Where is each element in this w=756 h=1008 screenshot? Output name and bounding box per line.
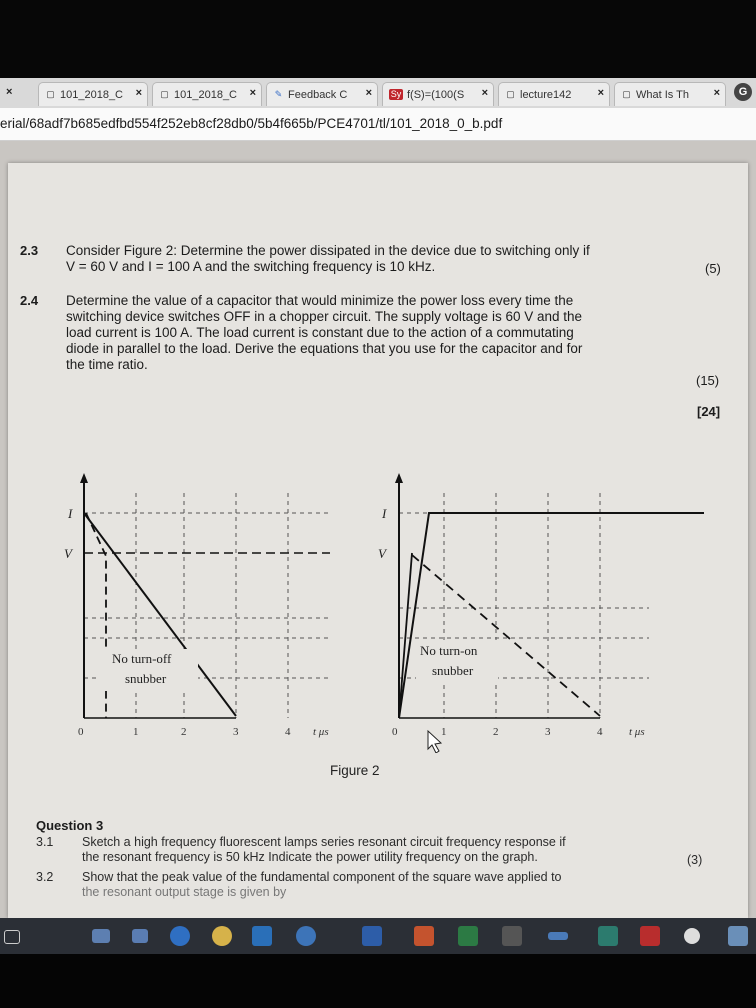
close-tab-icon[interactable]: × [713, 87, 720, 99]
tick-label: 1 [441, 726, 447, 738]
annotation-line: No turn-on [420, 643, 478, 658]
text-line: Determine the value of a capacitor that would minimize the power loss every time the [66, 293, 574, 308]
x-axis-unit: t μs [629, 726, 645, 738]
search-app-icon[interactable] [296, 926, 316, 946]
doc-icon: ▢ [160, 89, 169, 99]
question-number: 2.3 [20, 243, 39, 258]
feedback-icon: ✎ [274, 89, 283, 99]
calculator-icon[interactable] [502, 926, 522, 946]
file-explorer-icon[interactable] [92, 929, 110, 943]
question-number: 3.1 [36, 835, 54, 849]
publisher-icon[interactable] [598, 926, 618, 946]
browser-tab-strip [0, 78, 756, 109]
text-line: Sketch a high frequency fluorescent lamps series resonant circuit frequency response if [82, 835, 566, 849]
tick-label: 1 [133, 726, 139, 738]
tab-title: Feedback C [288, 88, 348, 101]
axis-label-V: V [378, 546, 386, 561]
chrome-icon[interactable] [212, 926, 232, 946]
axis-label-I: I [382, 506, 387, 521]
close-icon[interactable]: × [6, 86, 13, 98]
marks-label: (15) [696, 373, 720, 388]
tick-label: 2 [493, 726, 499, 738]
text-line: switching device switches OFF in a chopper circuit. The supply voltage is 60 V and the [66, 309, 583, 324]
address-bar[interactable] [0, 108, 756, 141]
tab-101-2018-a[interactable] [38, 82, 148, 106]
tab-title: 101_2018_C [60, 88, 124, 101]
close-tab-icon[interactable]: × [597, 87, 604, 99]
tick-label: 4 [597, 726, 603, 738]
doc-icon: ▢ [622, 89, 631, 99]
tick-label: 3 [233, 726, 239, 738]
symbolab-icon: Sy [390, 89, 402, 99]
settings-icon[interactable] [684, 928, 700, 944]
tab-title: f(S)=(100(S [407, 88, 465, 101]
word-icon[interactable] [362, 926, 382, 946]
acrobat-icon[interactable] [640, 926, 660, 946]
outlook-icon[interactable] [252, 926, 272, 946]
question-2-3-text [66, 243, 706, 275]
question-3-1-text [82, 835, 702, 865]
tab-title: What Is Th [636, 88, 689, 101]
tab-title: 101_2018_C [174, 88, 238, 101]
question-3-heading: Question 3 [36, 818, 104, 833]
edge-icon[interactable] [170, 926, 190, 946]
url-text[interactable]: erial/68adf7b685edfbd554f252eb8cf28db0/5b4f665b/PCE4701/tl/101_2018_0_b.pdf [0, 116, 503, 131]
close-tab-icon[interactable]: × [249, 87, 256, 99]
question-number: 3.2 [36, 870, 54, 884]
doc-icon: ▢ [506, 89, 515, 99]
graph-turn-on [354, 463, 714, 753]
mouse-cursor-icon [428, 731, 441, 753]
text-line: Show that the peak value of the fundamental component of the square wave applied to [82, 870, 562, 884]
text-line: V = 60 V and I = 100 A and the switching frequency is 10 kHz. [66, 259, 436, 274]
axis-label-I: I [68, 506, 73, 521]
tick-label: 4 [285, 726, 291, 738]
close-tab-icon[interactable]: × [481, 87, 488, 99]
question-2-4-text [66, 293, 716, 373]
text-line: the resonant frequency is 50 kHz Indicate the power utility frequency on the graph. [82, 850, 538, 864]
text-line: the time ratio. [66, 357, 148, 372]
tick-label: 0 [78, 726, 84, 738]
marks-label: (3) [687, 853, 703, 867]
text-line: the resonant output stage is given by [82, 885, 287, 899]
tick-label: 3 [545, 726, 551, 738]
text-line: diode in parallel to the load. Derive the equations that you use for the capacitor and for [66, 341, 583, 356]
monitor-bezel-bottom [0, 954, 756, 1008]
excel-icon[interactable] [458, 926, 478, 946]
total-marks: [24] [697, 404, 721, 419]
media-icon[interactable] [132, 929, 148, 943]
annotation-line: snubber [125, 671, 167, 686]
tab-symbolab[interactable] [382, 82, 494, 106]
pdf-viewer[interactable] [0, 141, 756, 918]
tab-lecture142[interactable] [498, 82, 610, 106]
doc-icon: ▢ [46, 89, 55, 99]
marks-label: (5) [705, 261, 721, 276]
tick-label: 0 [392, 726, 398, 738]
profile-avatar[interactable]: G [734, 83, 752, 101]
tab-101-2018-b[interactable] [152, 82, 262, 106]
close-tab-icon[interactable]: × [365, 87, 372, 99]
text-line: load current is 100 A. The load current is constant due to the action of a commutating [66, 325, 574, 340]
question-3-2-text [82, 870, 702, 900]
axis-label-V: V [64, 546, 72, 561]
pdf-page [8, 163, 748, 918]
tab-what-is[interactable] [614, 82, 726, 106]
figure-caption: Figure 2 [330, 763, 380, 778]
tab-title: lecture142 [520, 88, 572, 101]
tab-feedback[interactable] [266, 82, 378, 106]
powerpoint-icon[interactable] [414, 926, 434, 946]
pen-icon[interactable] [548, 932, 568, 940]
text-line: Consider Figure 2: Determine the power dissipated in the device due to switching only if [66, 243, 590, 258]
task-view-icon[interactable] [4, 930, 20, 944]
close-tab-icon[interactable]: × [135, 87, 142, 99]
monitor-bezel [0, 0, 756, 78]
graph-turn-off [48, 463, 338, 753]
photos-icon[interactable] [728, 926, 748, 946]
windows-taskbar [0, 918, 756, 954]
x-axis-unit: t μs [313, 726, 329, 738]
annotation-line: snubber [432, 663, 474, 678]
question-number: 2.4 [20, 293, 39, 308]
tick-label: 2 [181, 726, 187, 738]
annotation-line: No turn-off [112, 651, 172, 666]
